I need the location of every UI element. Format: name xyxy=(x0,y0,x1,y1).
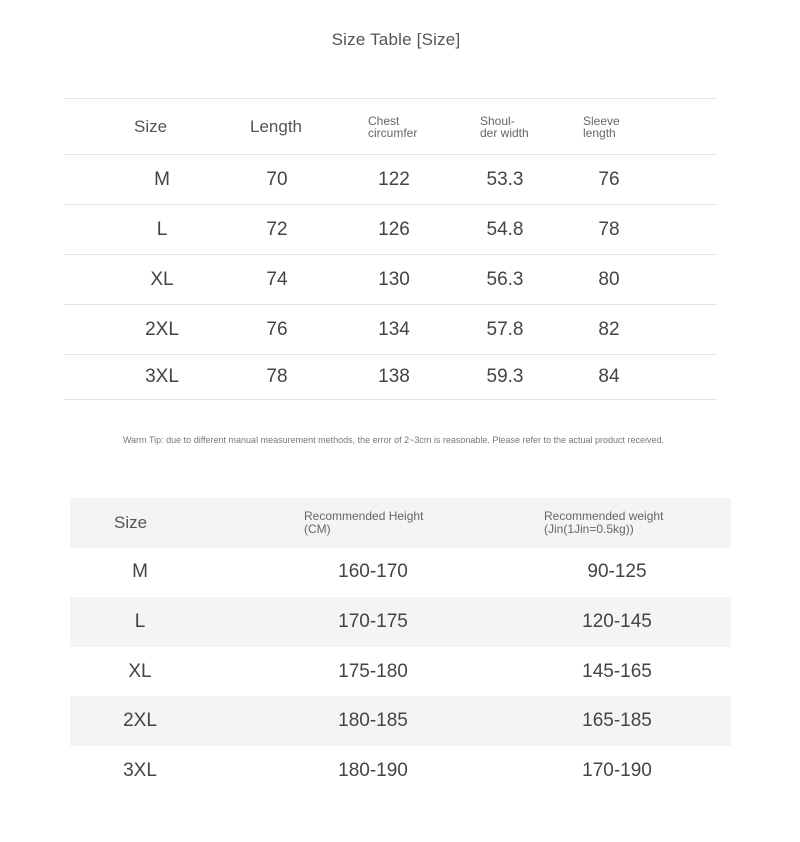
table-row xyxy=(64,255,717,305)
cell-size: XL xyxy=(150,268,174,290)
header-shoulder-line2: der width xyxy=(480,125,529,140)
cell-weight: 165-185 xyxy=(582,710,652,732)
cell-shoulder: 57.8 xyxy=(486,318,524,340)
page-title: Size Table [Size] xyxy=(331,30,461,49)
cell-shoulder: 56.3 xyxy=(486,268,524,290)
cell-chest: 130 xyxy=(378,268,410,290)
cell-sleeve: 84 xyxy=(598,366,620,387)
warm-tip-note: Warm Tip: due to different manual measurement methods, the error of 2~3cm is reasonable. Please refer to the actual product received. xyxy=(123,435,665,445)
header-height-line1: Recommended Height xyxy=(304,508,424,523)
header-weight-line2: (Jin(1Jin=0.5kg)) xyxy=(544,521,634,536)
cell-weight: 120-145 xyxy=(582,610,652,632)
cell-weight: 145-165 xyxy=(582,660,652,682)
size-measurement-table xyxy=(64,98,717,400)
header-length: Length xyxy=(250,116,302,136)
table-row xyxy=(64,355,717,400)
size-recommendation-table xyxy=(70,498,731,796)
cell-size: XL xyxy=(128,660,152,682)
cell-height: 170-175 xyxy=(338,610,408,632)
cell-length: 72 xyxy=(266,218,288,240)
header-shoulder-line1: Shoul- xyxy=(480,113,515,128)
header-shoulder xyxy=(480,99,529,154)
header-sleeve-line1: Sleeve xyxy=(583,113,620,128)
cell-shoulder: 54.8 xyxy=(486,218,524,240)
table-row xyxy=(70,746,731,796)
header-size: Size xyxy=(114,512,148,532)
cell-chest: 138 xyxy=(378,366,410,387)
table-row xyxy=(70,696,731,746)
cell-shoulder: 53.3 xyxy=(486,168,524,190)
cell-chest: 134 xyxy=(378,318,410,340)
table-row xyxy=(70,647,731,697)
cell-height: 160-170 xyxy=(338,561,408,583)
cell-length: 78 xyxy=(266,366,288,387)
cell-sleeve: 76 xyxy=(598,168,620,190)
table-header-row xyxy=(70,498,731,548)
header-chest-line2: circumfer xyxy=(368,125,418,140)
cell-sleeve: 80 xyxy=(598,268,620,290)
cell-height: 180-185 xyxy=(338,710,408,732)
table-row xyxy=(70,597,731,647)
cell-shoulder: 59.3 xyxy=(486,366,524,387)
cell-sleeve: 78 xyxy=(598,218,620,240)
table-row xyxy=(70,548,731,598)
cell-size: M xyxy=(132,561,148,583)
header-recommended-height xyxy=(304,498,423,548)
cell-height: 180-190 xyxy=(338,759,408,781)
cell-size: L xyxy=(156,218,168,240)
cell-size: L xyxy=(134,610,146,632)
header-size: Size xyxy=(134,116,168,136)
table-row xyxy=(64,305,717,355)
cell-height: 175-180 xyxy=(338,660,408,682)
header-weight-line1: Recommended weight xyxy=(544,508,664,523)
header-chest xyxy=(368,99,417,154)
cell-size: 2XL xyxy=(145,318,179,340)
table-header-row xyxy=(64,98,717,155)
cell-size: 2XL xyxy=(123,710,157,732)
header-height-line2: (CM) xyxy=(304,521,331,536)
cell-chest: 126 xyxy=(378,218,410,240)
cell-weight: 170-190 xyxy=(582,759,652,781)
cell-chest: 122 xyxy=(378,168,410,190)
cell-sleeve: 82 xyxy=(598,318,620,340)
header-sleeve xyxy=(583,99,620,154)
cell-size: 3XL xyxy=(145,366,179,387)
cell-length: 76 xyxy=(266,318,288,340)
table-row xyxy=(64,205,717,255)
cell-weight: 90-125 xyxy=(587,561,647,583)
cell-length: 74 xyxy=(266,268,288,290)
cell-size: 3XL xyxy=(123,759,157,781)
header-sleeve-line2: length xyxy=(583,125,616,140)
header-recommended-weight xyxy=(544,498,663,548)
cell-length: 70 xyxy=(266,168,288,190)
table-row xyxy=(64,155,717,205)
cell-size: M xyxy=(154,168,170,190)
header-chest-line1: Chest xyxy=(368,113,400,128)
